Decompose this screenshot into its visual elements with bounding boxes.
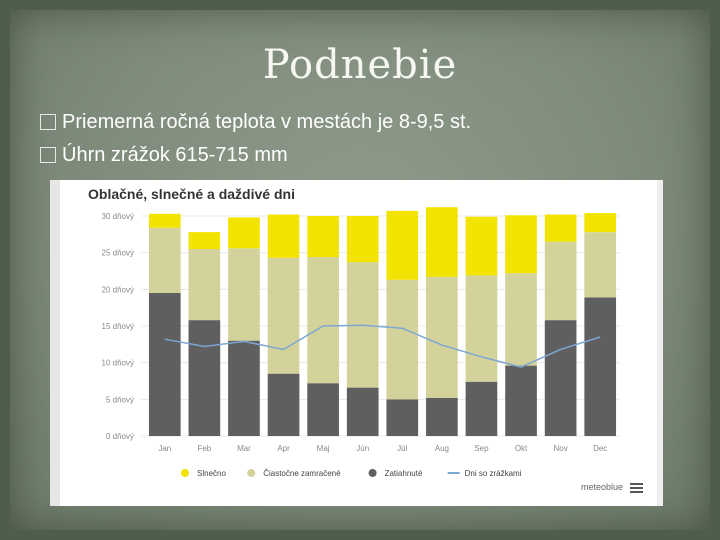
menu-icon[interactable] <box>630 483 643 493</box>
weather-chart <box>50 180 663 506</box>
bar-čiastočne-zamračené <box>505 273 537 365</box>
chart-title: Oblačné, slnečné a daždivé dni <box>88 186 295 202</box>
bar-čiastočne-zamračené <box>307 257 339 383</box>
x-tick-label: Feb <box>197 444 212 453</box>
bar-čiastočne-zamračené <box>268 258 300 374</box>
bar-zatiahnuté <box>307 383 339 436</box>
bar-zatiahnuté <box>466 382 498 436</box>
bar-slnečno <box>426 207 458 277</box>
bar-zatiahnuté <box>189 320 221 436</box>
slide-title: Podnebie <box>262 42 458 88</box>
bar-čiastočne-zamračené <box>228 248 260 340</box>
bar-zatiahnuté <box>386 399 418 436</box>
bar-zatiahnuté <box>347 388 379 436</box>
x-tick-label: Aug <box>434 444 449 453</box>
y-tick-label: 0 dňový <box>105 432 134 441</box>
bar-čiastočne-zamračené <box>189 249 221 320</box>
bar-čiastočne-zamračené <box>426 277 458 398</box>
x-tick-label: Sep <box>474 444 489 453</box>
bar-slnečno <box>189 232 221 249</box>
legend-label: Slnečno <box>197 469 226 478</box>
legend-label: Zatiahnuté <box>384 469 423 478</box>
y-tick-label: 25 dňový <box>101 248 134 258</box>
x-tick-label: Jan <box>158 444 172 453</box>
bar-slnečno <box>386 211 418 280</box>
bar-čiastočne-zamračené <box>545 242 577 320</box>
bar-zatiahnuté <box>545 320 577 436</box>
bullet-temperature <box>40 111 471 134</box>
bar-zatiahnuté <box>149 293 181 436</box>
bullet-box-icon <box>40 147 56 163</box>
bullet-text: Úhrn zrážok 615-715 mm <box>62 144 288 166</box>
y-tick-label: 10 dňový <box>101 358 134 368</box>
bar-čiastočne-zamračené <box>386 280 418 400</box>
bar-slnečno <box>545 215 577 242</box>
legend-dot-marker <box>369 469 377 477</box>
legend-label: Čiastočne zamračené <box>263 469 341 478</box>
bar-čiastočne-zamračené <box>584 232 616 297</box>
bar-slnečno <box>466 217 498 276</box>
bar-slnečno <box>347 216 379 262</box>
legend-dot-marker <box>181 469 189 477</box>
brand-logo: meteoblue <box>580 482 623 492</box>
bar-čiastočne-zamračené <box>466 275 498 381</box>
x-tick-label: Dec <box>593 444 608 453</box>
y-tick-label: 5 dňový <box>105 395 134 405</box>
bar-zatiahnuté <box>505 366 537 436</box>
x-tick-label: Maj <box>316 444 330 453</box>
bar-slnečno <box>149 214 181 228</box>
x-tick-label: Júl <box>397 444 408 453</box>
y-tick-label: 20 dňový <box>101 285 134 295</box>
y-tick-label: 30 dňový <box>101 212 134 221</box>
bar-slnečno <box>505 215 537 273</box>
x-tick-label: Okt <box>514 444 528 453</box>
bar-zatiahnuté <box>426 398 458 436</box>
y-tick-label: 15 dňový <box>101 322 134 331</box>
bar-slnečno <box>584 213 616 232</box>
bullet-text: Priemerná ročná teplota v mestách je 8-9,5 st. <box>62 111 472 133</box>
x-tick-label: Mar <box>237 444 251 453</box>
legend-label: Dni so zrážkami <box>464 469 522 478</box>
bar-zatiahnuté <box>584 297 616 436</box>
legend-dot-marker <box>247 469 255 477</box>
x-tick-label: Nov <box>553 444 568 453</box>
x-tick-label: Apr <box>277 444 290 453</box>
bar-čiastočne-zamračené <box>149 228 181 293</box>
bar-slnečno <box>307 216 339 257</box>
bar-zatiahnuté <box>228 341 260 436</box>
x-tick-label: Jún <box>356 444 370 453</box>
chart-container <box>50 180 663 506</box>
bar-zatiahnuté <box>268 374 300 436</box>
bar-slnečno <box>268 215 300 258</box>
bullet-box-icon <box>40 114 56 130</box>
bar-slnečno <box>228 217 260 248</box>
bullet-precipitation <box>40 144 288 167</box>
